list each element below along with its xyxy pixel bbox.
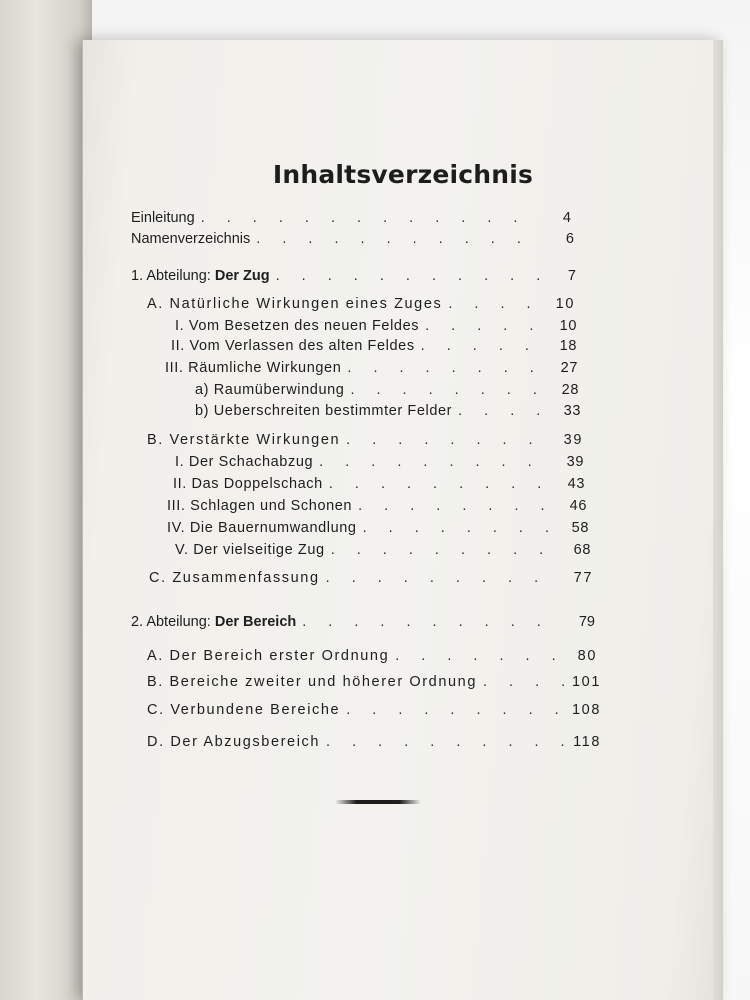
- toc-entry-bauernumwandlung: [167, 520, 589, 536]
- leader-dots: [350, 382, 547, 398]
- toc-entry-page: 80: [577, 648, 597, 664]
- previous-page-edge: [0, 0, 92, 1000]
- toc-entry-label: B. Bereiche zweiter und höherer Ordnung: [147, 674, 477, 690]
- toc-entry-page: 79: [578, 614, 595, 630]
- toc-entry-label: [131, 614, 296, 630]
- leader-dots: [346, 702, 566, 718]
- toc-entry-page: 10: [555, 296, 575, 312]
- toc-entry-page: 33: [563, 403, 581, 419]
- toc-entry-label: Einleitung: [131, 210, 195, 226]
- toc-entry-label: V. Der vielseitige Zug: [175, 542, 325, 558]
- toc-entry-label: B. Verstärkte Wirkungen: [147, 432, 341, 448]
- toc-entry-schlagen-schonen: [167, 498, 587, 514]
- toc-entry-label: C. Verbundene Bereiche: [147, 702, 341, 718]
- toc-entry-label: I. Der Schachabzug: [175, 454, 314, 470]
- toc-entry-label: I. Vom Besetzen des neuen Feldes: [175, 318, 420, 334]
- toc-entry-label: III. Räumliche Wirkungen: [165, 360, 342, 376]
- toc-entry-label: a) Raumüberwindung: [195, 382, 345, 398]
- leader-dots: [395, 648, 565, 664]
- leader-dots: [326, 570, 561, 586]
- toc-entry-page: 10: [559, 318, 577, 334]
- book-page: [82, 40, 723, 1000]
- leader-dots: [302, 614, 563, 630]
- toc-entry-d-abzugsbereich: [147, 734, 601, 750]
- leader-dots: [346, 432, 551, 448]
- leader-dots: [347, 360, 546, 376]
- toc-entry-vielseitiger-zug: [175, 542, 591, 558]
- toc-entry-namenverzeichnis: [131, 231, 574, 247]
- section-name: Der Zug: [214, 268, 270, 284]
- toc-entry-verlassen: [171, 338, 577, 354]
- toc-entry-einleitung: [131, 210, 571, 226]
- toc-entry-label: IV. Die Bauernumwandlung: [167, 520, 357, 536]
- toc-entry-a-bereich-erster-ordnung: [147, 648, 597, 664]
- toc-entry-page: 39: [566, 454, 584, 470]
- toc-entry-page: 58: [571, 520, 589, 536]
- toc-entry-abteilung-2: [131, 614, 595, 630]
- leader-dots: [276, 268, 544, 284]
- toc-entry-page: 77: [573, 570, 593, 586]
- toc-entry-page: 46: [569, 498, 587, 514]
- toc-entry-page: 39: [563, 432, 583, 448]
- leader-dots: [458, 403, 549, 419]
- leader-dots: [421, 338, 545, 354]
- leader-dots: [319, 454, 552, 470]
- toc-entry-schachabzug: [175, 454, 584, 470]
- toc-entry-b-bereiche-hoeherer-ordnung: [147, 674, 601, 690]
- leader-dots: [448, 296, 543, 312]
- section-name: Der Bereich: [214, 614, 297, 630]
- leader-dots: [483, 674, 566, 690]
- toc-entry-c-zusammenfassung: [149, 570, 593, 586]
- toc-entry-raeumliche-wirkungen: [165, 360, 578, 376]
- toc-entry-a-natuerliche-wirkungen: [147, 296, 575, 312]
- toc-entry-page: 118: [573, 734, 601, 750]
- section-prefix: 1. Abteilung:: [131, 268, 215, 284]
- leader-dots: [363, 520, 557, 536]
- leader-dots: [331, 542, 559, 558]
- toc-entry-ueberschreiten: [195, 403, 581, 419]
- toc-entry-label: b) Ueberschreiten bestimmter Felder: [195, 403, 453, 419]
- toc-entry-page: 43: [567, 476, 585, 492]
- page-title: Inhaltsverzeichnis: [272, 160, 534, 189]
- toc-entry-page: 4: [562, 210, 571, 226]
- toc-entry-page: 18: [559, 338, 577, 354]
- leader-dots: [329, 476, 553, 492]
- leader-dots: [425, 318, 545, 334]
- toc-entry-c-verbundene-bereiche: [147, 702, 601, 718]
- leader-dots: [256, 231, 542, 247]
- leader-dots: [358, 498, 555, 514]
- toc-entry-page: 28: [561, 382, 579, 398]
- toc-entry-page: 27: [560, 360, 578, 376]
- toc-entry-label: A. Der Bereich erster Ordnung: [147, 648, 390, 664]
- toc-entry-label: C. Zusammenfassung: [149, 570, 320, 586]
- toc-entry-raumueberwindung: [195, 382, 579, 398]
- toc-entry-besetzen: [175, 318, 577, 334]
- toc-entry-label: Namenverzeichnis: [131, 231, 251, 247]
- toc-entry-label: II. Vom Verlassen des alten Feldes: [171, 338, 415, 354]
- leader-dots: [326, 734, 567, 750]
- table-of-contents: [83, 40, 723, 1000]
- toc-entry-label: A. Natürliche Wirkungen eines Zuges: [147, 296, 443, 312]
- toc-entry-label: III. Schlagen und Schonen: [167, 498, 353, 514]
- toc-entry-abteilung-1: [131, 268, 576, 284]
- toc-entry-doppelschach: [173, 476, 585, 492]
- toc-entry-page: 68: [573, 542, 591, 558]
- toc-entry-label: II. Das Doppelschach: [173, 476, 323, 492]
- toc-entry-page: 6: [565, 231, 574, 247]
- toc-entry-label: [131, 268, 270, 284]
- section-prefix: 2. Abteilung:: [131, 614, 215, 630]
- leader-dots: [201, 210, 539, 226]
- toc-entry-page: 108: [572, 702, 601, 718]
- end-ornament-rule: [335, 800, 421, 804]
- toc-entry-label: D. Der Abzugsbereich: [147, 734, 321, 750]
- toc-entry-b-verstaerkte-wirkungen: [147, 432, 583, 448]
- toc-entry-page: 7: [567, 268, 576, 284]
- toc-entry-page: 101: [572, 674, 601, 690]
